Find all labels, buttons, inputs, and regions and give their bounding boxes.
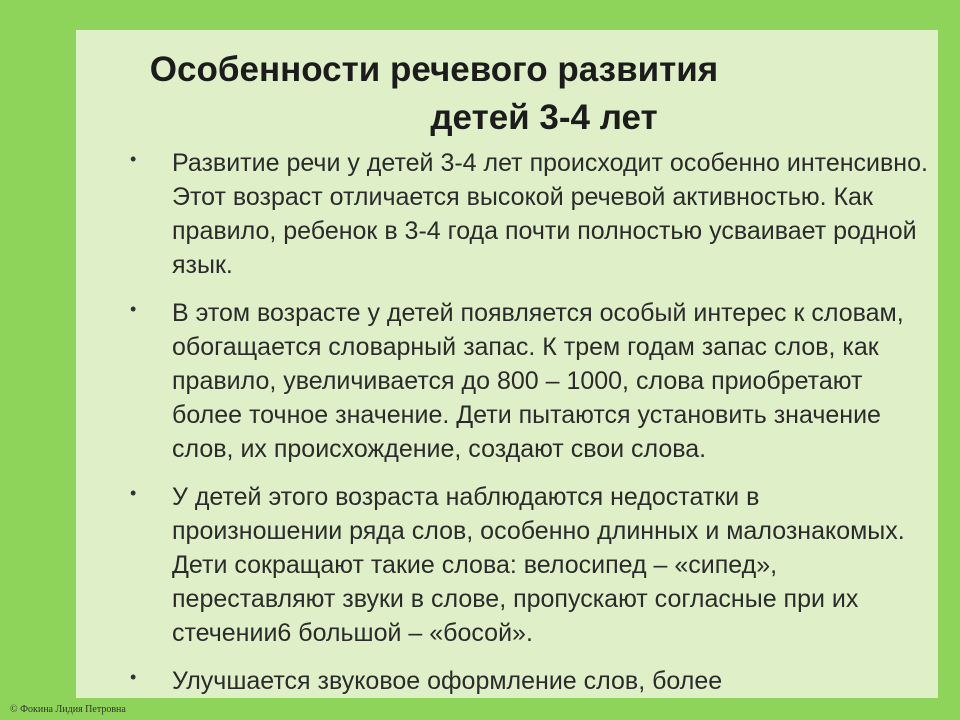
bullet-text-1: Развитие речи у детей 3-4 лет происходит особенно интенсивно. Этот возраст отличается высокой речевой активностью. Как правило, ребенок в 3-4 года почти полностью усваивает родной язык. [172, 149, 928, 279]
bullet-icon: • [130, 483, 137, 503]
bullet-icon: • [130, 667, 137, 687]
slide-title [76, 46, 792, 142]
slide-title-line-1: Особенности речевого развития [149, 50, 719, 89]
bullet-list [76, 146, 938, 712]
bullet-text-4: Улучшается звуковое оформление слов, более [172, 667, 723, 695]
bullet-item-3 [76, 480, 938, 650]
bullet-text-2: В этом возрасте у детей появляется особый интерес к словам, обогащается словарный запас. К трем годам запас слов, как правило, увеличивается до 800 – 1000, слова приобретают более точное значение. Дети пытаются установить значение слов, их происхождение, создают свои слова. [172, 299, 904, 463]
bullet-icon: • [130, 149, 137, 169]
bullet-item-1 [76, 146, 938, 282]
slide-panel [76, 30, 938, 698]
bullet-item-4 [76, 664, 938, 698]
bullet-item-2 [76, 296, 938, 466]
bullet-icon: • [130, 299, 137, 319]
bullet-text-3: У детей этого возраста наблюдаются недостатки в произношении ряда слов, особенно длинных и малознакомых. Дети сокращают такие слова: велосипед – «сипед», переставляют звуки в слове, пропускают согласные при их стечении6 большой – «босой». [172, 483, 905, 647]
slide-title-line-2: детей 3-4 лет [430, 98, 658, 137]
footer-credit: © Фокина Лидия Петровна [10, 704, 126, 715]
